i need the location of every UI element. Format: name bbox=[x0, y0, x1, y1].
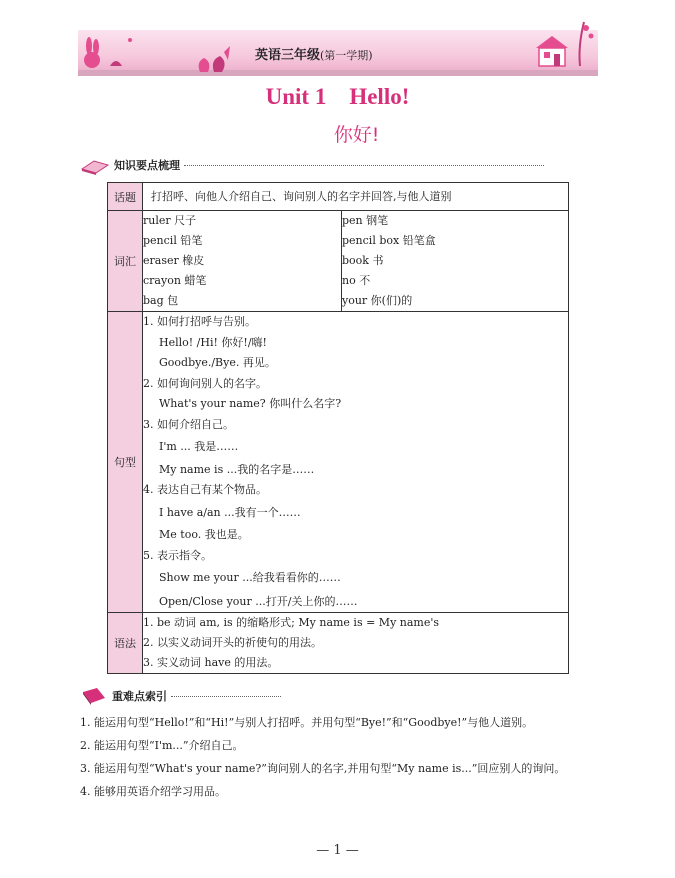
table-row-vocabulary bbox=[108, 211, 569, 312]
sentence-line: Hello! /Hi! 你好!/嗨! bbox=[159, 335, 267, 349]
list-item: 2. 能运用句型“I'm...”介绍自己。 bbox=[80, 739, 244, 752]
grammar-line: 1. be 动词 am, is 的缩略形式; My name is = My name's bbox=[143, 616, 440, 629]
sentences-label: 句型 bbox=[108, 312, 143, 613]
grammar-label: 语法 bbox=[108, 613, 143, 674]
section-heading-knowledge: 知识要点梳理 bbox=[80, 155, 600, 175]
grammar-points bbox=[143, 613, 569, 674]
sentence-line: 4. 表达自己有某个物品。 bbox=[143, 483, 267, 496]
section-heading-key-points: 重难点索引 bbox=[80, 686, 600, 706]
page-number: — 1 — bbox=[316, 843, 359, 858]
vocab-item: your 你(们)的 bbox=[342, 294, 413, 307]
vocab-item: bag 包 bbox=[143, 294, 179, 307]
sentence-line: 3. 如何介绍自己。 bbox=[143, 417, 234, 431]
topic-label: 话题 bbox=[108, 183, 143, 211]
vocab-item: pencil 铅笔 bbox=[143, 234, 203, 247]
vocab-item: pen 钢笔 bbox=[342, 214, 389, 227]
grammar-line: 2. 以实义动词开头的祈使句的用法。 bbox=[143, 636, 322, 649]
house-decoration-icon bbox=[528, 18, 600, 74]
vocab-item: ruler 尺子 bbox=[143, 214, 197, 227]
list-item: 4. 能够用英语介绍学习用品。 bbox=[80, 785, 226, 798]
book-icon bbox=[80, 155, 110, 175]
sentence-line: Me too. 我也是。 bbox=[159, 528, 249, 541]
sentence-patterns bbox=[143, 312, 569, 613]
topic-text: 打招呼、向他人介绍自己、询问别人的名字并回答,与他人道别 bbox=[143, 183, 569, 211]
vocab-item: eraser 橡皮 bbox=[143, 254, 205, 267]
grammar-line: 3. 实义动词 have 的用法。 bbox=[143, 656, 279, 669]
sentence-line: Open/Close your ...打开/关上你的…… bbox=[159, 594, 358, 608]
vocabulary-right-column bbox=[342, 211, 569, 312]
table-row-sentences bbox=[108, 312, 569, 613]
vocab-item: pencil box 铅笔盒 bbox=[342, 234, 436, 247]
list-item: 3. 能运用句型“What's your name?”询问别人的名字,并用句型“My name is...”回应别人的询问。 bbox=[80, 762, 566, 775]
notebook-icon bbox=[80, 686, 108, 706]
sentence-line: 5. 表示指令。 bbox=[143, 548, 212, 562]
vocab-item: no 不 bbox=[342, 274, 371, 287]
header-title: 英语三年级(第一学期) bbox=[255, 48, 373, 63]
sentence-line: I have a/an ...我有一个…… bbox=[159, 505, 301, 519]
unit-subtitle: 你好! bbox=[333, 124, 380, 146]
flower-decoration-icon bbox=[190, 34, 240, 74]
knowledge-table bbox=[107, 182, 569, 674]
vocabulary-left-column bbox=[143, 211, 342, 312]
list-item: 1. 能运用句型“Hello!”和“Hi!”与别人打招呼。并用句型“Bye!”和“Goodbye!”与他人道别。 bbox=[80, 716, 534, 729]
sentence-line: I'm ... 我是…… bbox=[159, 440, 239, 453]
sentence-line: 1. 如何打招呼与告别。 bbox=[143, 315, 256, 328]
vocabulary-label: 词汇 bbox=[108, 211, 143, 312]
table-row-grammar bbox=[108, 613, 569, 674]
sentence-line: Goodbye./Bye. 再见。 bbox=[159, 356, 276, 369]
sentence-line: My name is ...我的名字是…… bbox=[159, 462, 315, 476]
key-points-list bbox=[80, 712, 600, 804]
bunny-decoration-icon bbox=[80, 30, 140, 74]
vocab-item: crayon 蜡笔 bbox=[143, 274, 207, 287]
vocab-item: book 书 bbox=[342, 254, 384, 267]
sentence-line: Show me your ...给我看看你的…… bbox=[159, 571, 341, 584]
unit-title: Unit 1 Hello! bbox=[265, 84, 410, 109]
sentence-line: What's your name? 你叫什么名字? bbox=[159, 397, 342, 410]
sentence-line: 2. 如何询问别人的名字。 bbox=[143, 376, 267, 390]
table-row-topic bbox=[108, 183, 569, 211]
